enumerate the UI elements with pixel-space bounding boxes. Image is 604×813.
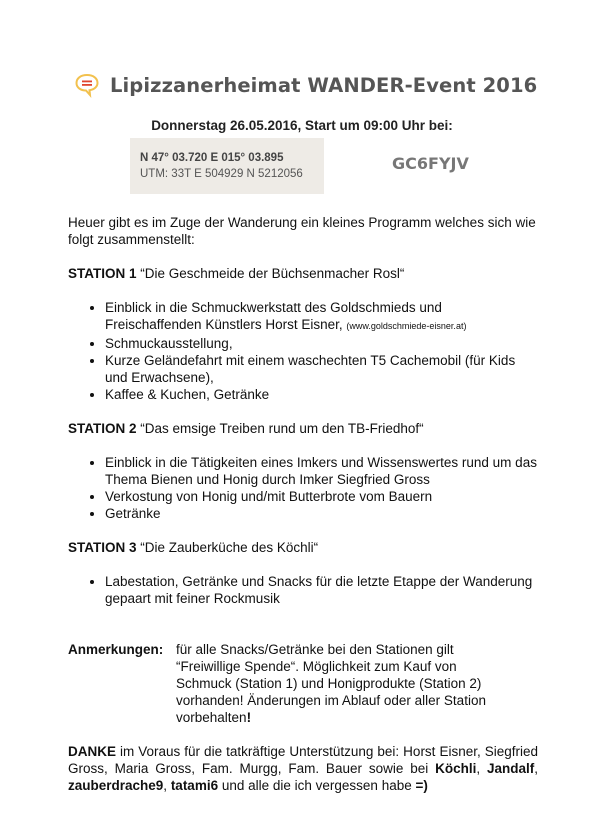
- station-1-label: STATION 1: [68, 266, 137, 281]
- list-item: • Einblick in die Tätigkeiten eines Imkers und Wissenswertes rund um das Thema Bienen und Honig durch Imker Siegfried Gross: [105, 454, 538, 488]
- thanks-name: tatami6: [170, 778, 219, 793]
- notes-section: [68, 641, 538, 726]
- station-3-list: [68, 573, 538, 607]
- list-item-text: Einblick in die Schmuckwerkstatt des Goldschmieds und Freischaffenden Künstlers Horst Eisner,: [105, 300, 442, 332]
- page-title: Lipizzanerheimat WANDER-Event 2016: [110, 73, 538, 97]
- notes-body: für alle Snacks/Getränke bei den Stationen gilt “Freiwillige Spende“. Möglichkeit zum Kauf von Schmuck (Station 1) und Honigprodukte (Station 2) vorhanden! Änderungen im Ablauf oder aller Station vorbehalten: [176, 642, 486, 725]
- station-3-name: “Die Zauberküche des Köchli“: [140, 540, 319, 555]
- station-3-heading: [68, 539, 538, 556]
- separator: ,: [534, 761, 538, 776]
- list-item: • Labestation, Getränke und Snacks für die letzte Etappe der Wanderung gepaart mit feiner Rockmusik: [105, 573, 538, 607]
- title-row: [74, 72, 537, 98]
- station-1-heading: [68, 265, 538, 282]
- thanks-name: zauberdrache9: [68, 778, 164, 793]
- notes-end: !: [246, 710, 252, 725]
- coordinates-dm: N 47° 03.720 E 015° 03.895: [140, 152, 284, 164]
- list-item: [105, 299, 538, 335]
- list-item: • Kaffee & Kuchen, Getränke: [105, 386, 538, 403]
- separator: ,: [476, 761, 487, 776]
- list-item: • Getränke: [105, 505, 538, 522]
- gc-code: GC6FYJV: [392, 154, 469, 173]
- date-line: Donnerstag 26.05.2016, Start um 09:00 Uhr bei:: [151, 118, 453, 133]
- list-item: • Verkostung von Honig und/mit Butterbrote vom Bauern: [105, 488, 538, 505]
- station-3-label: STATION 3: [68, 540, 137, 555]
- thanks-closing: und alle die ich vergessen habe: [218, 778, 416, 793]
- thanks-lead: DANKE: [68, 744, 117, 759]
- list-item: • Kurze Geländefahrt mit einem waschechten T5 Cachemobil (für Kids und Erwachsene),: [105, 352, 538, 386]
- station-2-name: “Das emsige Treiben rund um den TB-Friedhof“: [140, 421, 424, 436]
- thanks-text: [68, 743, 538, 794]
- thanks-body: im Voraus für die tatkräftige Unterstützung bei: Horst Eisner, Siegfried Gross, Maria Gross, Fam. Murgg, Fam. Bauer sowie bei: [68, 744, 538, 776]
- notes-text: [176, 641, 506, 726]
- separator: ,: [163, 778, 171, 793]
- thanks-name: Köchli: [435, 761, 477, 776]
- station-1-name: “Die Geschmeide der Büchsenmacher Rosl“: [140, 266, 405, 281]
- station-2-label: STATION 2: [68, 421, 137, 436]
- list-item: • Schmuckausstellung,: [105, 335, 538, 352]
- intro-text: Heuer gibt es im Zuge der Wanderung ein kleines Programm welches sich wie folgt zusammenstellt:: [68, 215, 536, 247]
- station-1-list: [68, 299, 538, 403]
- smiley: =): [415, 778, 428, 793]
- spacer: [68, 624, 538, 641]
- speech-bubble-icon: [74, 72, 100, 98]
- coordinates-box: [130, 138, 324, 194]
- content: [68, 214, 538, 794]
- website-link: (www.goldschmiede-eisner.at): [346, 321, 467, 331]
- thanks-name: Jandalf: [486, 761, 535, 776]
- station-2-list: [68, 454, 538, 522]
- coordinates-utm: UTM: 33T E 504929 N 5212056: [140, 168, 303, 180]
- notes-label: Anmerkungen:: [68, 642, 164, 657]
- station-2-heading: [68, 420, 538, 437]
